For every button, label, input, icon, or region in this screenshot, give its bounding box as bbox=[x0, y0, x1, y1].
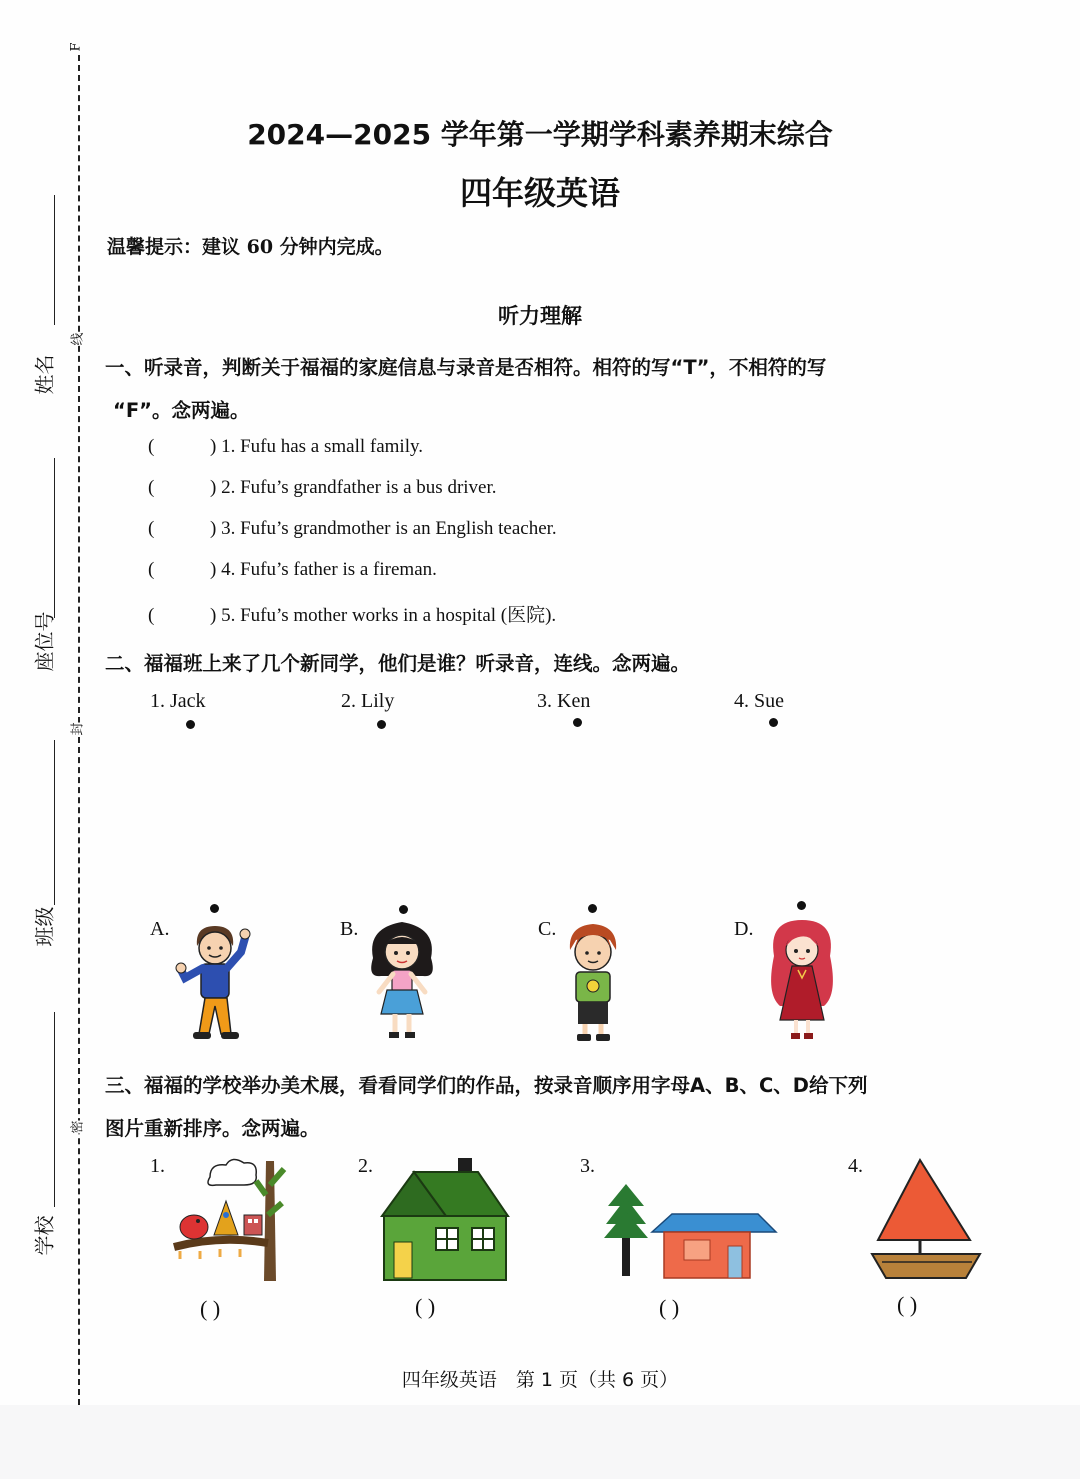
judge-item-3: ( ) 3. Fufu’s grandmother is an English teacher. bbox=[148, 518, 557, 539]
match-dot-sue[interactable] bbox=[769, 718, 778, 727]
page-bottom-margin bbox=[0, 1405, 1080, 1479]
margin-top-mark: F bbox=[68, 42, 84, 52]
sailboat-icon bbox=[870, 1158, 982, 1282]
match-name-sue: 4. Sue bbox=[734, 690, 784, 712]
margin-mark-secret: 密 bbox=[70, 1120, 86, 1134]
match-dot-jack[interactable] bbox=[186, 720, 195, 729]
match-dot-d[interactable] bbox=[797, 901, 806, 910]
school-field-label: 学校 bbox=[32, 1215, 57, 1256]
part3-instruction: 三、福福的学校举办美术展，看看同学们的作品，按录音顺序用字母A、B、C、D给下列 bbox=[105, 1074, 868, 1097]
match-dot-b[interactable] bbox=[399, 905, 408, 914]
judge-item-1: ( ) 1. Fufu has a small family. bbox=[148, 436, 424, 457]
picture-letter-a: A. bbox=[150, 918, 170, 940]
part1-instruction-cont: “F”。念两遍。 bbox=[113, 399, 250, 422]
match-name-jack: 1. Jack bbox=[150, 690, 206, 712]
part3-instruction-cont: 图片重新排序。念两遍。 bbox=[105, 1117, 320, 1140]
match-dot-ken[interactable] bbox=[573, 718, 582, 727]
artwork-answer-3[interactable]: ( ) bbox=[659, 1295, 680, 1320]
seat-field-line bbox=[54, 458, 55, 618]
judge-item-2: ( ) 2. Fufu’s grandfather is a bus driver. bbox=[148, 477, 497, 498]
margin-mark-line: 线 bbox=[70, 332, 86, 346]
match-dot-lily[interactable] bbox=[377, 720, 386, 729]
green-house-icon bbox=[380, 1158, 510, 1282]
exam-tip: 温馨提示：建议 60 分钟内完成。 bbox=[107, 236, 394, 258]
artwork-answer-4[interactable]: ( ) bbox=[897, 1292, 918, 1317]
girl-pink-dress-icon bbox=[365, 918, 440, 1043]
boy-waving-icon bbox=[175, 918, 255, 1043]
match-name-ken: 3. Ken bbox=[537, 690, 591, 712]
artwork-number-2: 2. bbox=[358, 1155, 373, 1177]
artwork-number-3: 3. bbox=[580, 1155, 595, 1177]
girl-long-hair-icon bbox=[762, 916, 842, 1044]
match-dot-c[interactable] bbox=[588, 904, 597, 913]
exam-title: 2024—2025 学年第一学期学科素养期末综合 bbox=[247, 118, 833, 151]
picture-letter-c: C. bbox=[538, 918, 557, 940]
tree-and-house-icon bbox=[602, 1180, 782, 1280]
judge-item-5: ( ) 5. Fufu’s mother works in a hospital (医院). bbox=[148, 605, 557, 626]
exam-subtitle: 四年级英语 bbox=[459, 174, 620, 212]
artwork-number-4: 4. bbox=[848, 1155, 863, 1177]
judge-item-4: ( ) 4. Fufu’s father is a fireman. bbox=[148, 559, 437, 580]
match-dot-a[interactable] bbox=[210, 904, 219, 913]
margin-mark-seal: 封 bbox=[70, 722, 86, 736]
part1-instruction: 一、听录音，判断关于福福的家庭信息与录音是否相符。相符的写“T”，不相符的写 bbox=[105, 356, 827, 379]
artwork-answer-2[interactable]: ( ) bbox=[415, 1294, 436, 1319]
birds-on-branch-icon bbox=[170, 1155, 290, 1285]
name-field-label: 姓名 bbox=[32, 354, 57, 395]
seat-field-label: 座位号 bbox=[32, 611, 57, 672]
school-field-line bbox=[54, 1012, 55, 1207]
picture-letter-b: B. bbox=[340, 918, 359, 940]
match-name-lily: 2. Lily bbox=[341, 690, 395, 712]
section-heading: 听力理解 bbox=[498, 304, 582, 328]
artwork-number-1: 1. bbox=[150, 1155, 165, 1177]
class-field-line bbox=[54, 740, 55, 905]
artwork-answer-1[interactable]: ( ) bbox=[200, 1296, 221, 1321]
class-field-label: 班级 bbox=[32, 906, 57, 947]
boy-green-shirt-icon bbox=[558, 920, 628, 1045]
part2-instruction: 二、福福班上来了几个新同学，他们是谁？听录音，连线。念两遍。 bbox=[105, 652, 691, 675]
picture-letter-d: D. bbox=[734, 918, 754, 940]
page-footer: 四年级英语 第 1 页（共 6 页） bbox=[401, 1369, 679, 1391]
